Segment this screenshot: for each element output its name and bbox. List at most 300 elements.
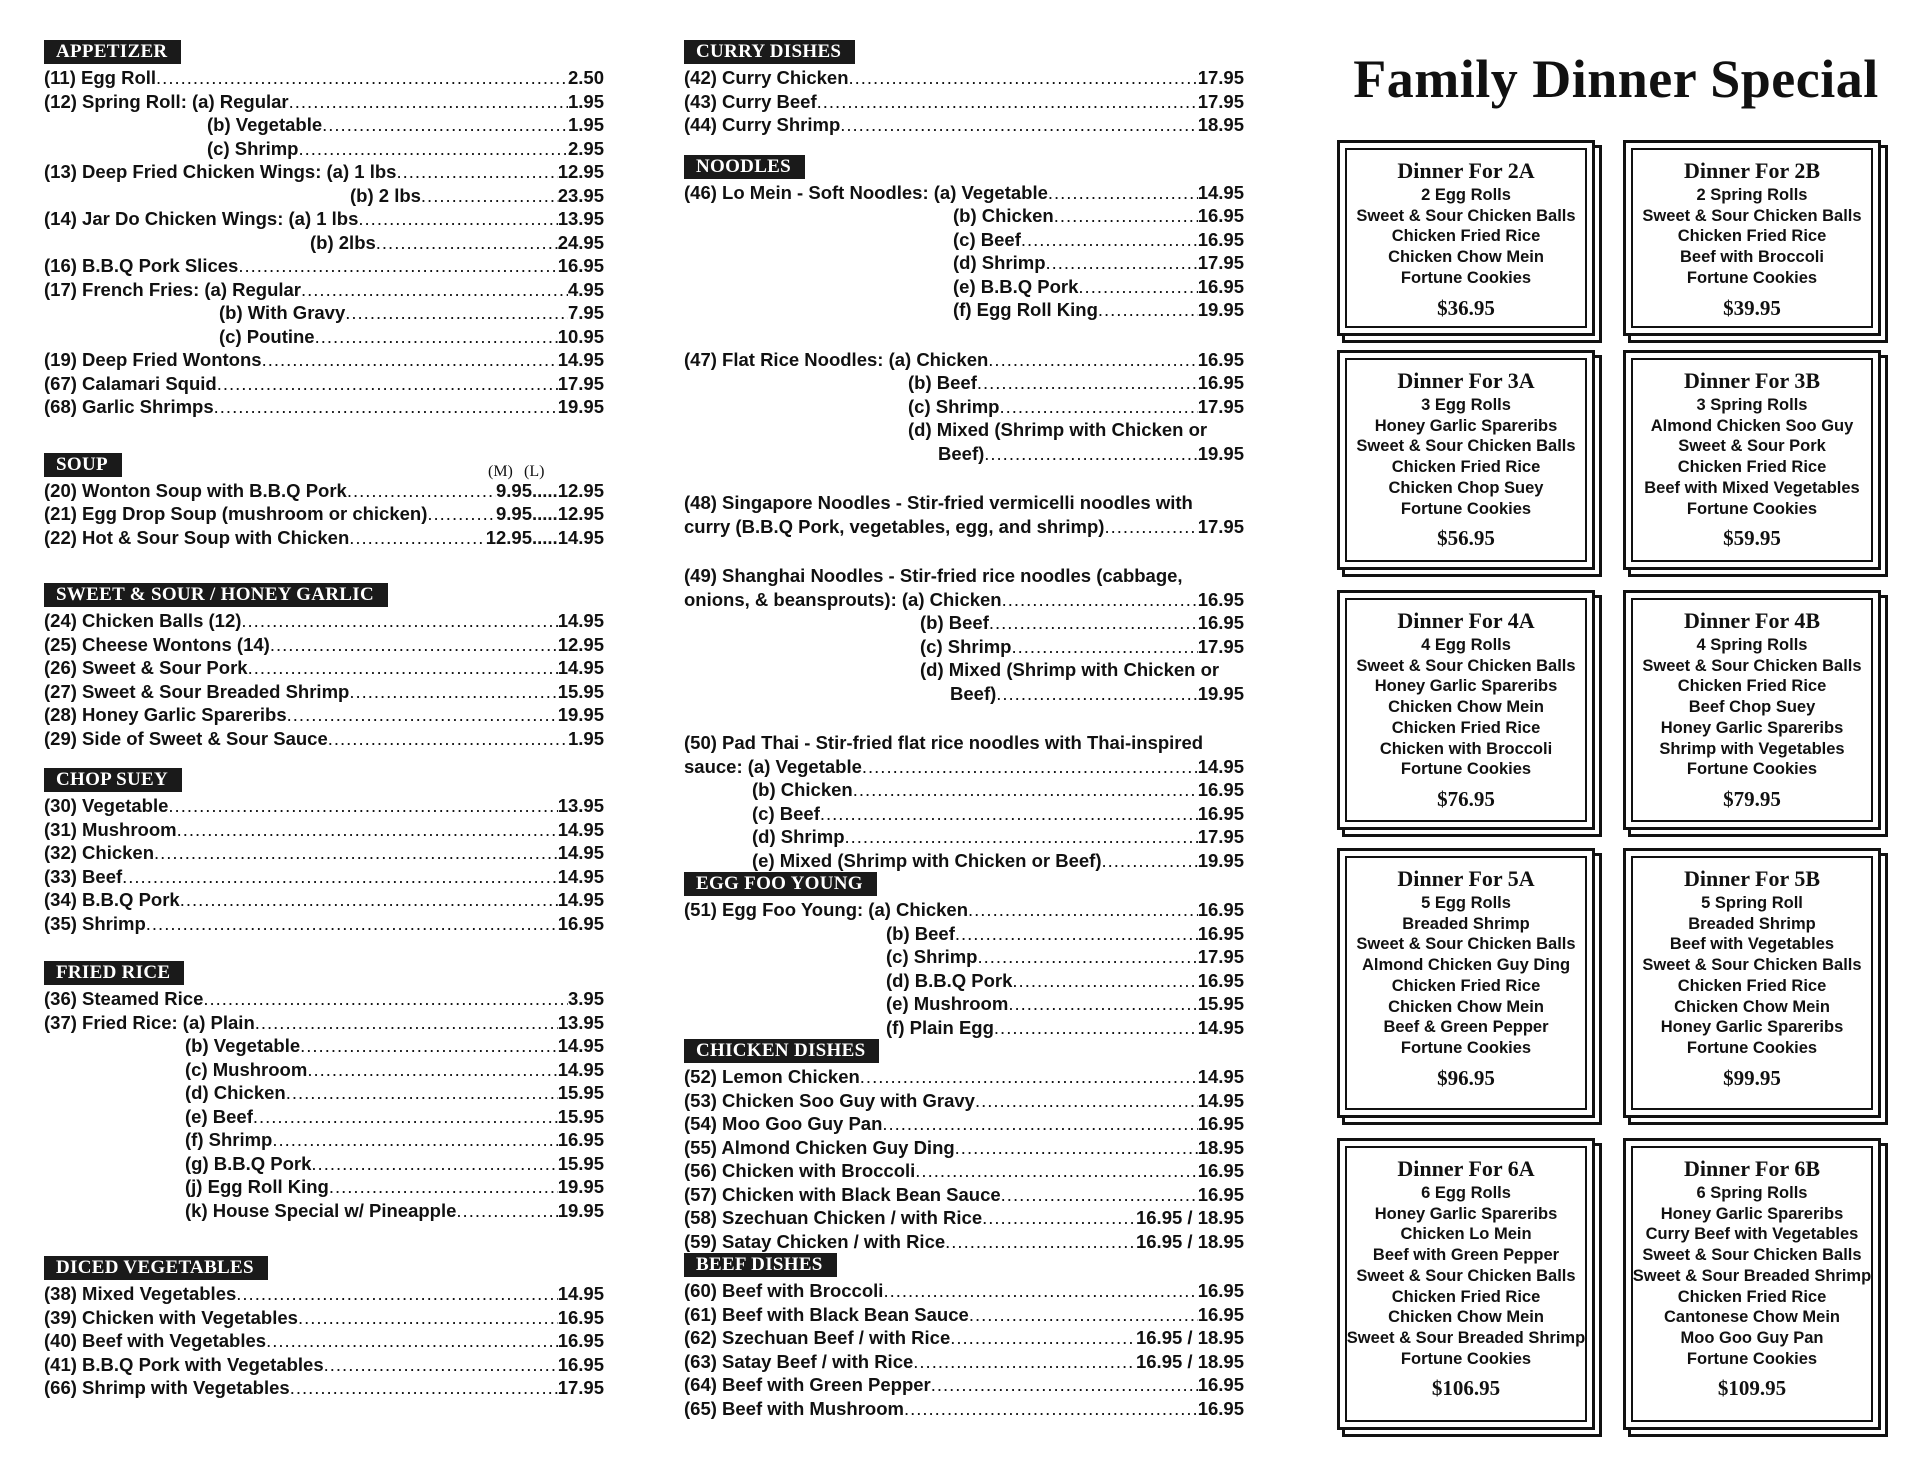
leader-dots [301, 278, 568, 302]
menu-item [44, 1081, 604, 1105]
menu-item-price: 19.95 [557, 704, 604, 725]
menu-item-label: (13) Deep Fried Chicken Wings: (a) 1 lbs [44, 161, 397, 182]
menu-item-price: 15.95 [557, 1105, 604, 1127]
dinner-box-content [1340, 1141, 1592, 1404]
leader-dots [396, 160, 557, 184]
menu-item [684, 755, 1244, 779]
dinner-price: $109.95 [1717, 1376, 1787, 1401]
dinner-item: 3 Spring Rolls [1696, 396, 1808, 414]
menu-item-price: 16.95 [1197, 205, 1244, 226]
menu-item [684, 1206, 1244, 1230]
leader-dots [203, 987, 568, 1011]
menu-item-label: (b) Beef [886, 922, 955, 944]
dinner-item: Breaded Shrimp [1402, 914, 1530, 933]
menu-item-price: 14.95 [1197, 1066, 1244, 1087]
leader-dots [1098, 298, 1198, 322]
menu-item-label: (b) Beef [908, 372, 977, 393]
leader-dots [950, 1326, 1136, 1350]
leader-dots [236, 1282, 557, 1306]
menu-item-price: 17.95 [1197, 90, 1244, 112]
leader-dots [977, 945, 1197, 969]
menu-item [684, 635, 1244, 659]
menu-item-price: 1.95 [567, 727, 604, 749]
leader-dots [289, 90, 568, 114]
menu-item-label: (b) 2lbs [310, 231, 376, 253]
menu-item [44, 207, 604, 231]
leader-dots [298, 1306, 558, 1330]
dinner-box-content [1626, 851, 1878, 1094]
menu-item-label: (b) Vegetable [185, 1035, 301, 1056]
menu-item-label: (b) Chicken [953, 205, 1054, 226]
menu-section [684, 155, 1244, 873]
menu-item-label: (d) Shrimp [953, 252, 1046, 273]
leader-dots [989, 611, 1198, 635]
menu-item [684, 298, 1244, 322]
menu-item-label: (k) House Special w/ Pineapple [185, 1199, 457, 1221]
leader-dots [146, 912, 558, 936]
leader-dots [1011, 635, 1197, 659]
dinner-item: Chicken with Broccoli [1379, 739, 1553, 758]
dinner-item: Fortune Cookies [1686, 1349, 1818, 1368]
menu-item [684, 371, 1244, 395]
leader-dots [817, 90, 1198, 114]
dinner-item: Beef Chop Suey [1688, 698, 1816, 717]
menu-item-label: (b) Chicken [752, 779, 853, 800]
menu-item-price: 17.95 [557, 372, 604, 394]
menu-item-price: 16.95 [1197, 372, 1244, 393]
leader-dots [177, 818, 558, 842]
menu-item [44, 727, 604, 751]
dinner-title: Dinner For 2B [1683, 158, 1821, 183]
menu-item-label: (d) Chicken [185, 1082, 286, 1103]
menu-item [44, 301, 604, 325]
menu-item-label: (12) Spring Roll: (a) Regular [44, 90, 289, 112]
menu-item-text: (d) Mixed (Shrimp with Chicken or [908, 419, 1208, 440]
menu-section [44, 1256, 604, 1400]
section-header: BEEF DISHES [684, 1253, 837, 1277]
dinner-item: Almond Chicken Soo Guy [1650, 416, 1854, 435]
leader-dots [376, 231, 558, 255]
menu-item-price: 14.95 [1197, 181, 1244, 203]
menu-section [684, 872, 1244, 1039]
menu-section [44, 453, 604, 584]
leader-dots [968, 898, 1198, 922]
menu-item [684, 1326, 1244, 1350]
menu-item-label: curry (B.B.Q Pork, vegetables, egg, and shrimp) [684, 515, 1105, 537]
menu-item [44, 526, 604, 550]
menu-item-price: 2.50 [567, 67, 604, 88]
section-header: SWEET & SOUR / HONEY GARLIC [44, 583, 388, 607]
menu-item-price: 16.95 [1197, 779, 1244, 800]
menu-item-price: 13.95 [557, 1011, 604, 1033]
menu-item-price: 16.95 [1197, 1397, 1244, 1419]
menu-item-price: 16.95 [1197, 228, 1244, 250]
spacer [684, 538, 1244, 564]
dinner-price: $96.95 [1437, 1065, 1495, 1090]
menu-item [684, 515, 1244, 539]
dinner-box [1623, 350, 1881, 570]
leader-dots [860, 1065, 1198, 1089]
dinner-item: Chicken Fried Rice [1677, 227, 1827, 246]
menu-item [684, 1397, 1244, 1421]
menu-item-label: (40) Beef with Vegetables [44, 1330, 267, 1351]
dinner-box [1623, 140, 1881, 336]
menu-item-price: 23.95 [557, 184, 604, 206]
menu-item-label: (b) 2 lbs [350, 184, 421, 206]
menu-item-label: (63) Satay Beef / with Rice [684, 1350, 914, 1372]
menu-item-price: 16.95 [557, 255, 604, 276]
dinner-price: $99.95 [1723, 1065, 1781, 1090]
leader-dots [969, 1303, 1198, 1327]
menu-item [44, 1152, 604, 1176]
menu-item-label: Beef) [950, 682, 997, 704]
dinner-item: Cantonese Chow Mein [1663, 1308, 1840, 1327]
menu-item-price: 17.95 [1197, 252, 1244, 273]
dinner-title: Dinner For 6A [1397, 1156, 1535, 1181]
dinner-item: Honey Garlic Spareribs [1660, 1204, 1844, 1223]
menu-item-label: (j) Egg Roll King [185, 1176, 329, 1197]
menu-item-price: 15.95 [557, 1152, 604, 1174]
menu-item [44, 479, 604, 503]
dinner-item: Almond Chicken Guy Ding [1361, 956, 1571, 975]
leader-dots [421, 184, 558, 208]
menu-item-price: 15.95 [1197, 993, 1244, 1014]
section-header-row [44, 1256, 604, 1282]
menu-item-price: 2.95 [567, 137, 604, 159]
menu-item-price: 12.95.....14.95 [485, 526, 604, 548]
menu-item-text: (49) Shanghai Noodles - Stir-fried rice noodles (cabbage, [684, 565, 1183, 586]
dinner-price: $56.95 [1437, 526, 1495, 551]
menu-item-label: (31) Mushroom [44, 818, 177, 840]
dinner-item: 2 Spring Rolls [1696, 186, 1808, 204]
menu-item [44, 254, 604, 278]
menu-item [684, 802, 1244, 826]
menu-item-price: 16.95 [1197, 899, 1244, 920]
section-header-row [684, 1253, 1244, 1279]
dinner-item: Fortune Cookies [1400, 1349, 1532, 1368]
menu-item-price: 14.95 [557, 1035, 604, 1056]
menu-item [684, 228, 1244, 252]
menu-item-price: 14.95 [557, 865, 604, 887]
menu-item-label: (55) Almond Chicken Guy Ding [684, 1136, 955, 1158]
menu-item [684, 1112, 1244, 1136]
menu-item [44, 372, 604, 396]
leader-dots [977, 371, 1198, 395]
leader-dots [154, 841, 558, 865]
menu-item-label: (17) French Fries: (a) Regular [44, 278, 302, 300]
leader-dots [1104, 515, 1197, 539]
leader-dots [996, 682, 1197, 706]
leader-dots [1012, 969, 1197, 993]
leader-dots [994, 1016, 1198, 1040]
dinner-box [1623, 848, 1881, 1118]
dinner-price: $39.95 [1723, 295, 1781, 320]
menu-item [44, 609, 604, 633]
dinner-title: Dinner For 5A [1397, 866, 1535, 891]
menu-item-price: 16.95 [1197, 348, 1244, 370]
menu-item [44, 1282, 604, 1306]
menu-item-label: onions, & beansprouts): (a) Chicken [684, 588, 1002, 610]
menu-item-label: (59) Satay Chicken / with Rice [684, 1230, 946, 1252]
spacer [684, 137, 1244, 155]
leader-dots [1001, 1183, 1198, 1207]
menu-item [44, 1199, 604, 1223]
dinner-item: Fortune Cookies [1400, 499, 1532, 518]
dinner-item: Fortune Cookies [1400, 1038, 1532, 1057]
menu-item [684, 682, 1244, 706]
dinner-box [1337, 350, 1595, 570]
leader-dots [913, 1350, 1136, 1374]
menu-item-price: 16.95 [1197, 969, 1244, 991]
menu-item-label: (30) Vegetable [44, 795, 169, 816]
leader-dots [122, 865, 558, 889]
menu-item [684, 1279, 1244, 1303]
leader-dots [255, 1011, 558, 1035]
dinner-item: Fortune Cookies [1400, 760, 1532, 779]
menu-section [684, 1039, 1244, 1253]
family-dinner-title: Family Dinner Special [1353, 49, 1879, 109]
dinner-title: Dinner For 4A [1397, 608, 1535, 633]
dinner-price: $36.95 [1437, 295, 1495, 320]
leader-dots [982, 1206, 1136, 1230]
section-header-row [44, 768, 604, 794]
menu-item [44, 1058, 604, 1082]
size-label: (L) [524, 462, 545, 480]
leader-dots [298, 137, 568, 161]
menu-item-label: (65) Beef with Mushroom [684, 1397, 904, 1419]
menu-item [44, 395, 604, 419]
menu-item [44, 348, 604, 372]
menu-item-price: 9.95.....12.95 [495, 479, 604, 501]
dinner-item: Fortune Cookies [1686, 499, 1818, 518]
menu-item-price: 19.95 [557, 1176, 604, 1197]
menu-item-text: (50) Pad Thai - Stir-fried flat rice noodles with Thai-inspired [684, 732, 1204, 753]
dinner-item: Chicken Lo Mein [1400, 1225, 1532, 1244]
dinner-item: Moo Goo Guy Pan [1680, 1328, 1824, 1347]
dinner-item: Chicken Fried Rice [1391, 227, 1541, 246]
menu-item [684, 66, 1244, 90]
dinner-box [1337, 848, 1595, 1118]
leader-dots [1046, 251, 1198, 275]
dinner-item: 2 Egg Rolls [1421, 186, 1511, 204]
menu-item-label: (c) Shrimp [886, 946, 978, 967]
menu-item-label: (b) Vegetable [207, 114, 323, 135]
menu-item-price: 16.95 / 18.95 [1135, 1350, 1244, 1372]
menu-item [44, 841, 604, 865]
dinner-title: Dinner For 3B [1683, 368, 1821, 393]
menu-item-price: 16.95 [1197, 1303, 1244, 1325]
menu-item-label: (54) Moo Goo Guy Pan [684, 1113, 883, 1134]
menu-item [684, 113, 1244, 137]
menu-section [684, 1253, 1244, 1420]
spacer [44, 750, 604, 768]
dinner-box [1337, 1138, 1595, 1430]
dinner-item: Beef & Green Pepper [1383, 1018, 1549, 1037]
menu-column-right [684, 40, 1244, 1420]
menu-item [44, 1175, 604, 1199]
menu-item [684, 1159, 1244, 1183]
menu-item [44, 703, 604, 727]
spacer [684, 322, 1244, 348]
menu-item-label: (b) Beef [920, 612, 989, 633]
section-header: CURRY DISHES [684, 40, 855, 64]
menu-item [684, 611, 1244, 635]
menu-item-label: (28) Honey Garlic Spareribs [44, 704, 287, 725]
dinner-item: Sweet & Sour Chicken Balls [1356, 935, 1576, 954]
menu-item [684, 778, 1244, 802]
dinner-item: Chicken Chow Mein [1388, 698, 1544, 717]
dinner-item: Curry Beef with Vegetables [1645, 1225, 1859, 1244]
leader-dots [456, 1199, 557, 1223]
dinner-price: $76.95 [1437, 786, 1495, 811]
section-header: APPETIZER [44, 40, 181, 64]
leader-dots [345, 301, 568, 325]
dinner-item: 6 Egg Rolls [1421, 1184, 1511, 1202]
menu-item-label: (66) Shrimp with Vegetables [44, 1377, 290, 1398]
menu-section [44, 768, 604, 961]
leader-dots [845, 825, 1198, 849]
menu-item-price: 14.95 [1197, 1089, 1244, 1111]
menu-item [684, 1303, 1244, 1327]
dinner-item: Fortune Cookies [1686, 268, 1818, 287]
menu-item-label: (47) Flat Rice Noodles: (a) Chicken [684, 348, 989, 370]
menu-section [44, 40, 604, 453]
size-label: (M) [488, 462, 513, 480]
menu-item-label: (57) Chicken with Black Bean Sauce [684, 1183, 1001, 1205]
menu-item [44, 912, 604, 936]
menu-item [44, 656, 604, 680]
leader-dots [290, 1376, 558, 1400]
dinner-item: Fortune Cookies [1400, 268, 1532, 287]
dinner-box-content [1340, 593, 1592, 815]
menu-item-label: (b) With Gravy [219, 302, 346, 323]
leader-dots [862, 755, 1198, 779]
dinner-item: Sweet & Sour Chicken Balls [1642, 956, 1862, 975]
menu-item [44, 231, 604, 255]
menu-item-price: 14.95 [1197, 755, 1244, 777]
spacer [684, 465, 1244, 491]
menu-item-label: (51) Egg Foo Young: (a) Chicken [684, 899, 969, 920]
menu-item-label: (68) Garlic Shrimps [44, 396, 214, 417]
leader-dots [1021, 228, 1198, 252]
menu-item-price: 16.95 [1197, 588, 1244, 610]
menu-item [684, 898, 1244, 922]
menu-item-label: (c) Shrimp [908, 395, 1000, 417]
leader-dots [300, 1034, 558, 1058]
dinner-item: Chicken Fried Rice [1677, 976, 1827, 995]
dinner-box-content [1340, 143, 1592, 324]
leader-dots [329, 1175, 558, 1199]
dinner-item: Beef with Mixed Vegetables [1644, 478, 1860, 497]
dinner-item: Sweet & Sour Chicken Balls [1356, 656, 1576, 675]
menu-item-price: 16.95 [1197, 275, 1244, 297]
dinner-box-content [1626, 143, 1878, 324]
menu-item-price: 14.95 [557, 889, 604, 910]
menu-item-label: (33) Beef [44, 865, 123, 887]
menu-item [44, 680, 604, 704]
menu-item-label: (e) Mushroom [886, 993, 1009, 1014]
menu-item-label: (56) Chicken with Broccoli [684, 1160, 916, 1181]
dinner-item: Chicken Fried Rice [1677, 1287, 1827, 1306]
menu-item [684, 181, 1244, 205]
dinner-box-content [1626, 593, 1878, 815]
menu-item-label: (c) Mushroom [185, 1058, 308, 1080]
leader-dots [955, 922, 1198, 946]
menu-item [44, 865, 604, 889]
dinner-item: 5 Spring Roll [1701, 894, 1803, 912]
menu-item [44, 160, 604, 184]
dinner-item: Fortune Cookies [1686, 1038, 1818, 1057]
menu-item [684, 992, 1244, 1016]
dinner-item: Honey Garlic Spareribs [1660, 718, 1844, 737]
leader-dots [262, 348, 558, 372]
menu-item [44, 1128, 604, 1152]
menu-item [684, 395, 1244, 419]
menu-item-price: 16.95 [1197, 1374, 1244, 1395]
menu-item-price: 16.95 [557, 912, 604, 934]
menu-item-label: (29) Side of Sweet & Sour Sauce [44, 727, 328, 749]
menu-item-label: (19) Deep Fried Wontons [44, 349, 262, 370]
dinner-item: Honey Garlic Spareribs [1374, 416, 1558, 435]
dinner-item: Chicken Chop Suey [1388, 478, 1544, 497]
dinner-item: 3 Egg Rolls [1421, 396, 1511, 414]
menu-item-price: 17.95 [1197, 515, 1244, 537]
leader-dots [849, 66, 1198, 90]
leader-dots [1048, 181, 1198, 205]
menu-item-label: (c) Poutine [219, 325, 315, 347]
menu-item [44, 502, 604, 526]
dinner-item: Sweet & Sour Breaded Shrimp [1346, 1328, 1586, 1347]
leader-dots [1102, 849, 1198, 873]
leader-dots [311, 1152, 557, 1176]
leader-dots [253, 1105, 558, 1129]
leader-dots [248, 656, 558, 680]
menu-item-label: (f) Egg Roll King [953, 299, 1098, 320]
dinner-title: Dinner For 5B [1683, 866, 1821, 891]
menu-section [44, 961, 604, 1256]
menu-item-label: (22) Hot & Sour Soup with Chicken [44, 526, 350, 548]
section-header-row [684, 1039, 1244, 1065]
menu-item-label: (41) B.B.Q Pork with Vegetables [44, 1353, 324, 1375]
menu-item-label: (g) B.B.Q Pork [185, 1152, 312, 1174]
section-header: EGG FOO YOUNG [684, 872, 877, 896]
menu-item [44, 1011, 604, 1035]
menu-item-price: 14.95 [557, 842, 604, 863]
dinner-box-content [1340, 851, 1592, 1094]
dinner-item: Sweet & Sour Breaded Shrimp [1632, 1266, 1872, 1285]
menu-item-price: 19.95 [1197, 299, 1244, 320]
leader-dots [904, 1397, 1198, 1421]
dinner-item: 5 Egg Rolls [1421, 894, 1511, 912]
menu-item-price: 7.95 [567, 302, 604, 323]
dinner-item: 4 Egg Rolls [1421, 636, 1511, 654]
menu-item [44, 90, 604, 114]
dinner-item: Sweet & Sour Chicken Balls [1642, 1246, 1862, 1265]
dinner-item: Chicken Chow Mein [1674, 997, 1830, 1016]
menu-item [684, 275, 1244, 299]
dinner-title: Dinner For 3A [1397, 368, 1535, 393]
menu-item [684, 1183, 1244, 1207]
menu-item-price: 16.95 / 18.95 [1135, 1230, 1244, 1252]
menu-item [44, 794, 604, 818]
menu-item [44, 325, 604, 349]
menu-item-price: 19.95 [1197, 682, 1244, 704]
menu-item-label: (24) Chicken Balls (12) [44, 610, 242, 631]
leader-dots [853, 778, 1198, 802]
menu-item-label: (26) Sweet & Sour Pork [44, 657, 248, 678]
menu-item-price: 17.95 [1197, 635, 1244, 657]
menu-item-label: (36) Steamed Rice [44, 988, 204, 1009]
